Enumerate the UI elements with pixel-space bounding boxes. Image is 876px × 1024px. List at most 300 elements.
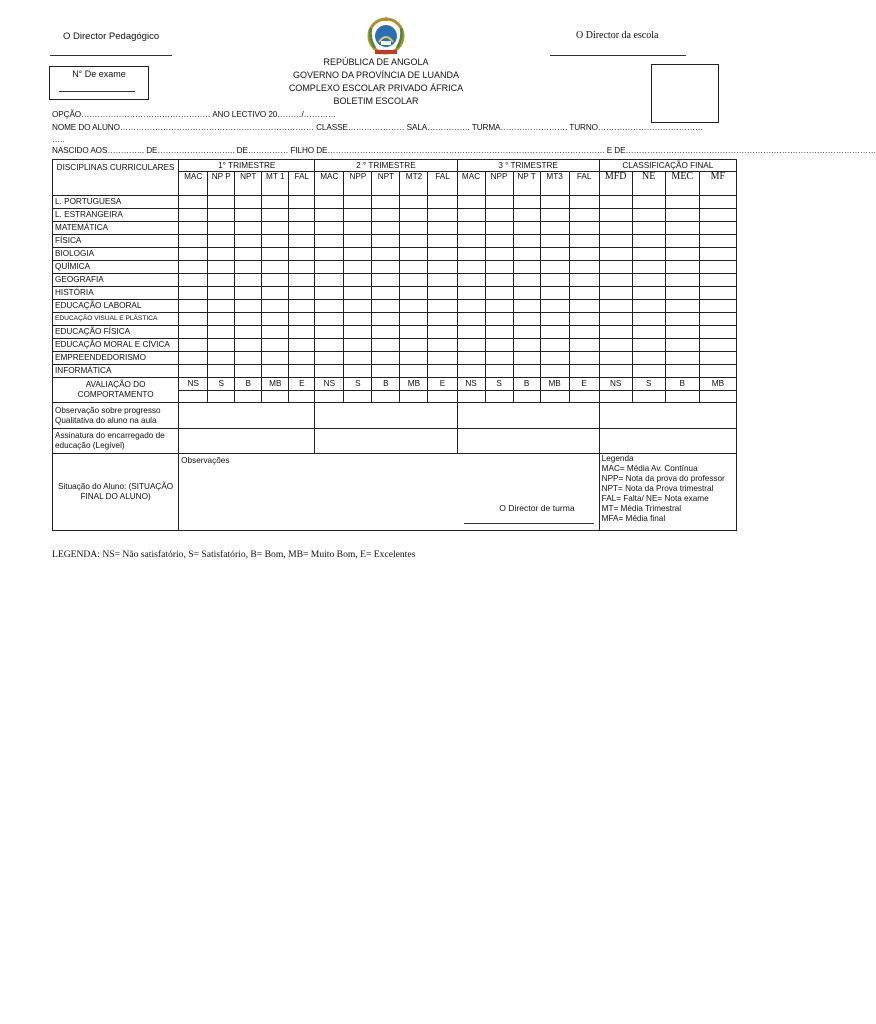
- grade-cell[interactable]: [344, 287, 372, 300]
- grade-cell[interactable]: [513, 248, 540, 261]
- grade-cell[interactable]: [208, 209, 235, 222]
- grade-cell[interactable]: [315, 313, 344, 326]
- grade-cell[interactable]: [632, 248, 665, 261]
- grade-cell[interactable]: [569, 248, 599, 261]
- grade-cell[interactable]: [208, 196, 235, 209]
- grade-cell[interactable]: [235, 300, 262, 313]
- grade-cell[interactable]: [665, 365, 699, 378]
- grade-cell[interactable]: [428, 248, 457, 261]
- grade-cell[interactable]: [289, 300, 315, 313]
- grade-cell[interactable]: [569, 313, 599, 326]
- grade-cell[interactable]: [699, 261, 736, 274]
- grade-cell[interactable]: [457, 313, 485, 326]
- grade-cell[interactable]: [428, 287, 457, 300]
- grade-cell[interactable]: [485, 339, 513, 352]
- grade-cell[interactable]: [428, 326, 457, 339]
- grade-cell[interactable]: [289, 235, 315, 248]
- grade-cell[interactable]: [540, 222, 569, 235]
- grade-cell[interactable]: [262, 209, 289, 222]
- grade-cell[interactable]: [400, 196, 428, 209]
- grade-cell[interactable]: [235, 352, 262, 365]
- grade-cell[interactable]: [208, 313, 235, 326]
- grade-cell[interactable]: [485, 235, 513, 248]
- grade-cell[interactable]: [400, 326, 428, 339]
- grade-cell[interactable]: [400, 235, 428, 248]
- grade-cell[interactable]: [344, 222, 372, 235]
- grade-cell[interactable]: [262, 352, 289, 365]
- grade-cell[interactable]: [428, 274, 457, 287]
- grade-cell[interactable]: [344, 248, 372, 261]
- grade-cell[interactable]: [632, 339, 665, 352]
- grade-cell[interactable]: [699, 326, 736, 339]
- grade-cell[interactable]: [372, 248, 400, 261]
- grade-cell[interactable]: [428, 352, 457, 365]
- grade-cell[interactable]: [540, 248, 569, 261]
- grade-cell[interactable]: [699, 248, 736, 261]
- grade-cell[interactable]: [569, 261, 599, 274]
- grade-cell[interactable]: [179, 209, 208, 222]
- grade-cell[interactable]: [262, 222, 289, 235]
- grade-cell[interactable]: [485, 326, 513, 339]
- signature-cell-final[interactable]: [599, 429, 736, 454]
- grade-cell[interactable]: [485, 222, 513, 235]
- grade-cell[interactable]: [699, 287, 736, 300]
- grade-cell[interactable]: [699, 352, 736, 365]
- grade-cell[interactable]: [569, 235, 599, 248]
- grade-cell[interactable]: [179, 352, 208, 365]
- grade-cell[interactable]: [599, 287, 632, 300]
- grade-cell[interactable]: [599, 196, 632, 209]
- grade-cell[interactable]: [344, 274, 372, 287]
- grade-cell[interactable]: [344, 196, 372, 209]
- grade-cell[interactable]: [235, 248, 262, 261]
- grade-cell[interactable]: [179, 274, 208, 287]
- grade-cell[interactable]: [179, 339, 208, 352]
- grade-cell[interactable]: [485, 365, 513, 378]
- grade-cell[interactable]: [315, 287, 344, 300]
- grade-cell[interactable]: [699, 222, 736, 235]
- grade-cell[interactable]: [372, 313, 400, 326]
- grade-cell[interactable]: [208, 352, 235, 365]
- grade-cell[interactable]: [262, 300, 289, 313]
- grade-cell[interactable]: [372, 326, 400, 339]
- grade-cell[interactable]: [485, 274, 513, 287]
- grade-cell[interactable]: [569, 339, 599, 352]
- grade-cell[interactable]: [428, 261, 457, 274]
- grade-cell[interactable]: [632, 326, 665, 339]
- behavior-cell[interactable]: [372, 391, 400, 403]
- grade-cell[interactable]: [208, 261, 235, 274]
- grade-cell[interactable]: [262, 313, 289, 326]
- behavior-cell[interactable]: [485, 391, 513, 403]
- grade-cell[interactable]: [372, 352, 400, 365]
- grade-cell[interactable]: [569, 352, 599, 365]
- observation-cell-t1[interactable]: [179, 403, 315, 429]
- grade-cell[interactable]: [665, 235, 699, 248]
- grade-cell[interactable]: [372, 222, 400, 235]
- table-row: [53, 261, 737, 274]
- observations-cell[interactable]: [179, 454, 600, 531]
- grade-cell[interactable]: [235, 196, 262, 209]
- field-line-student-name: NOME DO ALUNO……………………………………………………………… CLASSE………………… SALA……………. TURMA……………………. TURNO…………………………………: [52, 123, 704, 132]
- grade-cell[interactable]: [344, 365, 372, 378]
- grade-cell[interactable]: [235, 209, 262, 222]
- grade-cell[interactable]: [699, 365, 736, 378]
- grade-cell[interactable]: [632, 287, 665, 300]
- grade-cell[interactable]: [315, 365, 344, 378]
- grade-cell[interactable]: [632, 300, 665, 313]
- grade-cell[interactable]: [208, 235, 235, 248]
- grade-cell[interactable]: [513, 235, 540, 248]
- grade-cell[interactable]: [599, 339, 632, 352]
- grade-cell[interactable]: [208, 339, 235, 352]
- grade-cell[interactable]: [372, 235, 400, 248]
- grade-cell[interactable]: [599, 248, 632, 261]
- grade-cell[interactable]: [632, 274, 665, 287]
- grade-cell[interactable]: [540, 261, 569, 274]
- grade-cell[interactable]: [457, 235, 485, 248]
- grade-cell[interactable]: [400, 352, 428, 365]
- grade-cell[interactable]: [457, 352, 485, 365]
- grade-cell[interactable]: [289, 209, 315, 222]
- grade-cell[interactable]: [699, 313, 736, 326]
- grade-cell[interactable]: [208, 287, 235, 300]
- grade-cell[interactable]: [208, 300, 235, 313]
- behavior-cell[interactable]: [457, 391, 485, 403]
- grade-cell[interactable]: [569, 222, 599, 235]
- grade-cell[interactable]: [599, 352, 632, 365]
- behavior-cell[interactable]: [599, 391, 632, 403]
- grade-cell[interactable]: [457, 287, 485, 300]
- grade-cell[interactable]: [485, 196, 513, 209]
- grade-cell[interactable]: [599, 235, 632, 248]
- grade-cell[interactable]: [513, 196, 540, 209]
- grade-cell[interactable]: [599, 313, 632, 326]
- grade-cell[interactable]: [179, 365, 208, 378]
- grade-cell[interactable]: [569, 326, 599, 339]
- grade-cell[interactable]: [372, 365, 400, 378]
- grade-cell[interactable]: [372, 274, 400, 287]
- grade-cell[interactable]: [179, 300, 208, 313]
- grade-cell[interactable]: [262, 274, 289, 287]
- grade-cell[interactable]: [540, 326, 569, 339]
- grade-cell[interactable]: [665, 274, 699, 287]
- grade-cell[interactable]: [179, 326, 208, 339]
- grade-cell[interactable]: [262, 248, 289, 261]
- grade-cell[interactable]: [372, 339, 400, 352]
- grade-cell[interactable]: [179, 313, 208, 326]
- grade-cell[interactable]: [632, 352, 665, 365]
- grade-cell[interactable]: [262, 261, 289, 274]
- grade-cell[interactable]: [569, 196, 599, 209]
- grade-cell[interactable]: [599, 326, 632, 339]
- grade-cell[interactable]: [315, 248, 344, 261]
- grade-cell[interactable]: [400, 222, 428, 235]
- grade-cell[interactable]: [599, 365, 632, 378]
- grade-cell[interactable]: [513, 287, 540, 300]
- grade-cell[interactable]: [315, 209, 344, 222]
- grade-cell[interactable]: [400, 313, 428, 326]
- grade-cell[interactable]: [372, 287, 400, 300]
- observation-cell-t3[interactable]: [457, 403, 599, 429]
- grade-cell[interactable]: [315, 326, 344, 339]
- signature-cell-t1[interactable]: [179, 429, 315, 454]
- grade-cell[interactable]: [457, 365, 485, 378]
- grade-cell[interactable]: [513, 274, 540, 287]
- grade-cell[interactable]: [315, 261, 344, 274]
- grade-cell[interactable]: [513, 352, 540, 365]
- grade-cell[interactable]: [235, 313, 262, 326]
- grade-cell[interactable]: [179, 222, 208, 235]
- grade-cell[interactable]: [665, 196, 699, 209]
- behavior-cell[interactable]: [632, 391, 665, 403]
- grade-cell[interactable]: [540, 365, 569, 378]
- grade-cell[interactable]: [428, 365, 457, 378]
- observation-cell-t2[interactable]: [315, 403, 457, 429]
- grade-cell[interactable]: [632, 235, 665, 248]
- grade-cell[interactable]: [208, 365, 235, 378]
- grade-cell[interactable]: [289, 261, 315, 274]
- grade-cell[interactable]: [457, 326, 485, 339]
- grade-cell[interactable]: [632, 196, 665, 209]
- grade-cell[interactable]: [485, 287, 513, 300]
- grade-cell[interactable]: [400, 287, 428, 300]
- grade-cell[interactable]: [289, 365, 315, 378]
- grade-cell[interactable]: [513, 339, 540, 352]
- grade-cell[interactable]: [569, 300, 599, 313]
- grade-cell[interactable]: [208, 222, 235, 235]
- behavior-cell[interactable]: [569, 391, 599, 403]
- grade-cell[interactable]: [540, 300, 569, 313]
- grade-cell[interactable]: [513, 261, 540, 274]
- grade-cell[interactable]: [289, 222, 315, 235]
- grade-cell[interactable]: [513, 365, 540, 378]
- grade-cell[interactable]: [540, 313, 569, 326]
- grade-cell[interactable]: [485, 209, 513, 222]
- grade-cell[interactable]: [540, 339, 569, 352]
- grade-cell[interactable]: [457, 261, 485, 274]
- grade-cell[interactable]: [485, 261, 513, 274]
- grade-cell[interactable]: [540, 235, 569, 248]
- grade-cell[interactable]: [457, 339, 485, 352]
- grade-cell[interactable]: [289, 339, 315, 352]
- grade-cell[interactable]: [262, 196, 289, 209]
- grade-cell[interactable]: [513, 300, 540, 313]
- grade-cell[interactable]: [179, 261, 208, 274]
- grade-cell[interactable]: [289, 326, 315, 339]
- grade-cell[interactable]: [540, 196, 569, 209]
- grade-cell[interactable]: [208, 274, 235, 287]
- grade-cell[interactable]: [540, 352, 569, 365]
- grade-cell[interactable]: [632, 365, 665, 378]
- grade-cell[interactable]: [632, 222, 665, 235]
- grade-cell[interactable]: [665, 352, 699, 365]
- grade-cell[interactable]: [179, 196, 208, 209]
- grade-cell[interactable]: [428, 222, 457, 235]
- grade-cell[interactable]: [372, 196, 400, 209]
- behavior-cell[interactable]: [289, 391, 315, 403]
- behavior-cell[interactable]: [665, 391, 699, 403]
- grade-cell[interactable]: [569, 209, 599, 222]
- behavior-cell[interactable]: [179, 391, 208, 403]
- grade-cell[interactable]: [208, 326, 235, 339]
- grade-cell[interactable]: [289, 313, 315, 326]
- grade-cell[interactable]: [428, 209, 457, 222]
- grade-cell[interactable]: [235, 222, 262, 235]
- grade-cell[interactable]: [513, 326, 540, 339]
- grade-cell[interactable]: [665, 248, 699, 261]
- grade-cell[interactable]: [485, 352, 513, 365]
- grade-cell[interactable]: [400, 248, 428, 261]
- grade-cell[interactable]: [513, 222, 540, 235]
- grade-cell[interactable]: [262, 365, 289, 378]
- grade-cell[interactable]: [344, 352, 372, 365]
- grade-cell[interactable]: [289, 248, 315, 261]
- grade-cell[interactable]: [599, 209, 632, 222]
- grade-cell[interactable]: [400, 274, 428, 287]
- table-row: [53, 222, 737, 235]
- grade-cell[interactable]: [599, 274, 632, 287]
- grade-cell[interactable]: [179, 235, 208, 248]
- grade-cell[interactable]: [665, 326, 699, 339]
- grade-cell[interactable]: [457, 209, 485, 222]
- grade-cell[interactable]: [569, 365, 599, 378]
- grade-cell[interactable]: [699, 300, 736, 313]
- grade-cell[interactable]: [457, 222, 485, 235]
- grade-cell[interactable]: [344, 261, 372, 274]
- grade-cell[interactable]: [457, 274, 485, 287]
- behavior-cell[interactable]: [235, 391, 262, 403]
- grade-cell[interactable]: [513, 209, 540, 222]
- grade-cell[interactable]: [235, 235, 262, 248]
- grade-cell[interactable]: [428, 235, 457, 248]
- grade-cell[interactable]: [262, 326, 289, 339]
- grade-cell[interactable]: [665, 287, 699, 300]
- grade-cell[interactable]: [632, 313, 665, 326]
- grade-cell[interactable]: [632, 261, 665, 274]
- grade-cell[interactable]: [540, 287, 569, 300]
- grade-cell[interactable]: [344, 235, 372, 248]
- grade-cell[interactable]: [315, 339, 344, 352]
- behavior-cell[interactable]: [315, 391, 344, 403]
- grade-cell[interactable]: [315, 274, 344, 287]
- grade-cell[interactable]: [235, 365, 262, 378]
- grade-cell[interactable]: [289, 274, 315, 287]
- grade-cell[interactable]: [262, 287, 289, 300]
- signature-cell-t3[interactable]: [457, 429, 599, 454]
- grade-cell[interactable]: [344, 339, 372, 352]
- grade-cell[interactable]: [457, 248, 485, 261]
- grade-cell[interactable]: [400, 365, 428, 378]
- grade-cell[interactable]: [428, 300, 457, 313]
- grade-cell[interactable]: [372, 261, 400, 274]
- grade-cell[interactable]: [315, 196, 344, 209]
- grade-cell[interactable]: [344, 300, 372, 313]
- grade-cell[interactable]: [344, 209, 372, 222]
- grade-cell[interactable]: [372, 300, 400, 313]
- grade-cell[interactable]: [179, 287, 208, 300]
- grade-cell[interactable]: [699, 339, 736, 352]
- behavior-cell[interactable]: [262, 391, 289, 403]
- grade-cell[interactable]: [485, 248, 513, 261]
- grade-cell[interactable]: [665, 222, 699, 235]
- class-director-label: O Director de turma: [499, 503, 575, 513]
- grade-cell[interactable]: [485, 300, 513, 313]
- signature-cell-t2[interactable]: [315, 429, 457, 454]
- grade-cell[interactable]: [344, 313, 372, 326]
- grade-cell[interactable]: [428, 196, 457, 209]
- grade-cell[interactable]: [428, 313, 457, 326]
- grade-cell[interactable]: [315, 235, 344, 248]
- behavior-cell[interactable]: [699, 391, 736, 403]
- grade-cell[interactable]: [569, 287, 599, 300]
- grade-cell[interactable]: [208, 248, 235, 261]
- grade-cell[interactable]: [289, 196, 315, 209]
- grade-cell[interactable]: [235, 339, 262, 352]
- grade-cell[interactable]: [665, 300, 699, 313]
- observation-cell-final[interactable]: [599, 403, 736, 429]
- grade-cell[interactable]: [665, 261, 699, 274]
- behavior-cell[interactable]: [428, 391, 457, 403]
- grade-cell[interactable]: [235, 261, 262, 274]
- grade-cell[interactable]: [344, 326, 372, 339]
- grade-cell[interactable]: [235, 326, 262, 339]
- grade-cell[interactable]: [400, 300, 428, 313]
- grade-cell[interactable]: [665, 339, 699, 352]
- grade-cell[interactable]: [235, 274, 262, 287]
- grade-cell[interactable]: [569, 274, 599, 287]
- grade-cell[interactable]: [400, 339, 428, 352]
- grade-cell[interactable]: [315, 300, 344, 313]
- grade-cell[interactable]: [400, 209, 428, 222]
- behavior-cell[interactable]: [208, 391, 235, 403]
- grade-cell[interactable]: [289, 287, 315, 300]
- grade-cell[interactable]: [262, 235, 289, 248]
- grade-cell[interactable]: [665, 313, 699, 326]
- grade-cell[interactable]: [699, 274, 736, 287]
- grade-cell[interactable]: [179, 248, 208, 261]
- grade-cell[interactable]: [428, 339, 457, 352]
- grade-cell[interactable]: [632, 209, 665, 222]
- grade-cell[interactable]: [400, 261, 428, 274]
- grade-cell[interactable]: [372, 209, 400, 222]
- behavior-cell[interactable]: [513, 391, 540, 403]
- behavior-cell[interactable]: [400, 391, 428, 403]
- grade-cell[interactable]: [457, 196, 485, 209]
- grade-cell[interactable]: [262, 339, 289, 352]
- grade-cell[interactable]: [599, 222, 632, 235]
- grade-cell[interactable]: [315, 222, 344, 235]
- grade-cell[interactable]: [289, 352, 315, 365]
- grade-cell[interactable]: [699, 235, 736, 248]
- grade-cell[interactable]: [699, 209, 736, 222]
- grade-cell[interactable]: [235, 287, 262, 300]
- grade-cell[interactable]: [599, 261, 632, 274]
- grade-cell[interactable]: [513, 313, 540, 326]
- grade-cell[interactable]: [540, 274, 569, 287]
- grade-cell[interactable]: [699, 196, 736, 209]
- grade-cell[interactable]: [540, 209, 569, 222]
- table-row: [53, 235, 737, 248]
- grade-cell[interactable]: [315, 352, 344, 365]
- grade-cell[interactable]: [485, 313, 513, 326]
- class-director-signature-line: [464, 523, 594, 524]
- behavior-cell[interactable]: [540, 391, 569, 403]
- behavior-cell[interactable]: [344, 391, 372, 403]
- grade-cell[interactable]: [457, 300, 485, 313]
- grade-cell[interactable]: [599, 300, 632, 313]
- grade-cell[interactable]: [665, 209, 699, 222]
